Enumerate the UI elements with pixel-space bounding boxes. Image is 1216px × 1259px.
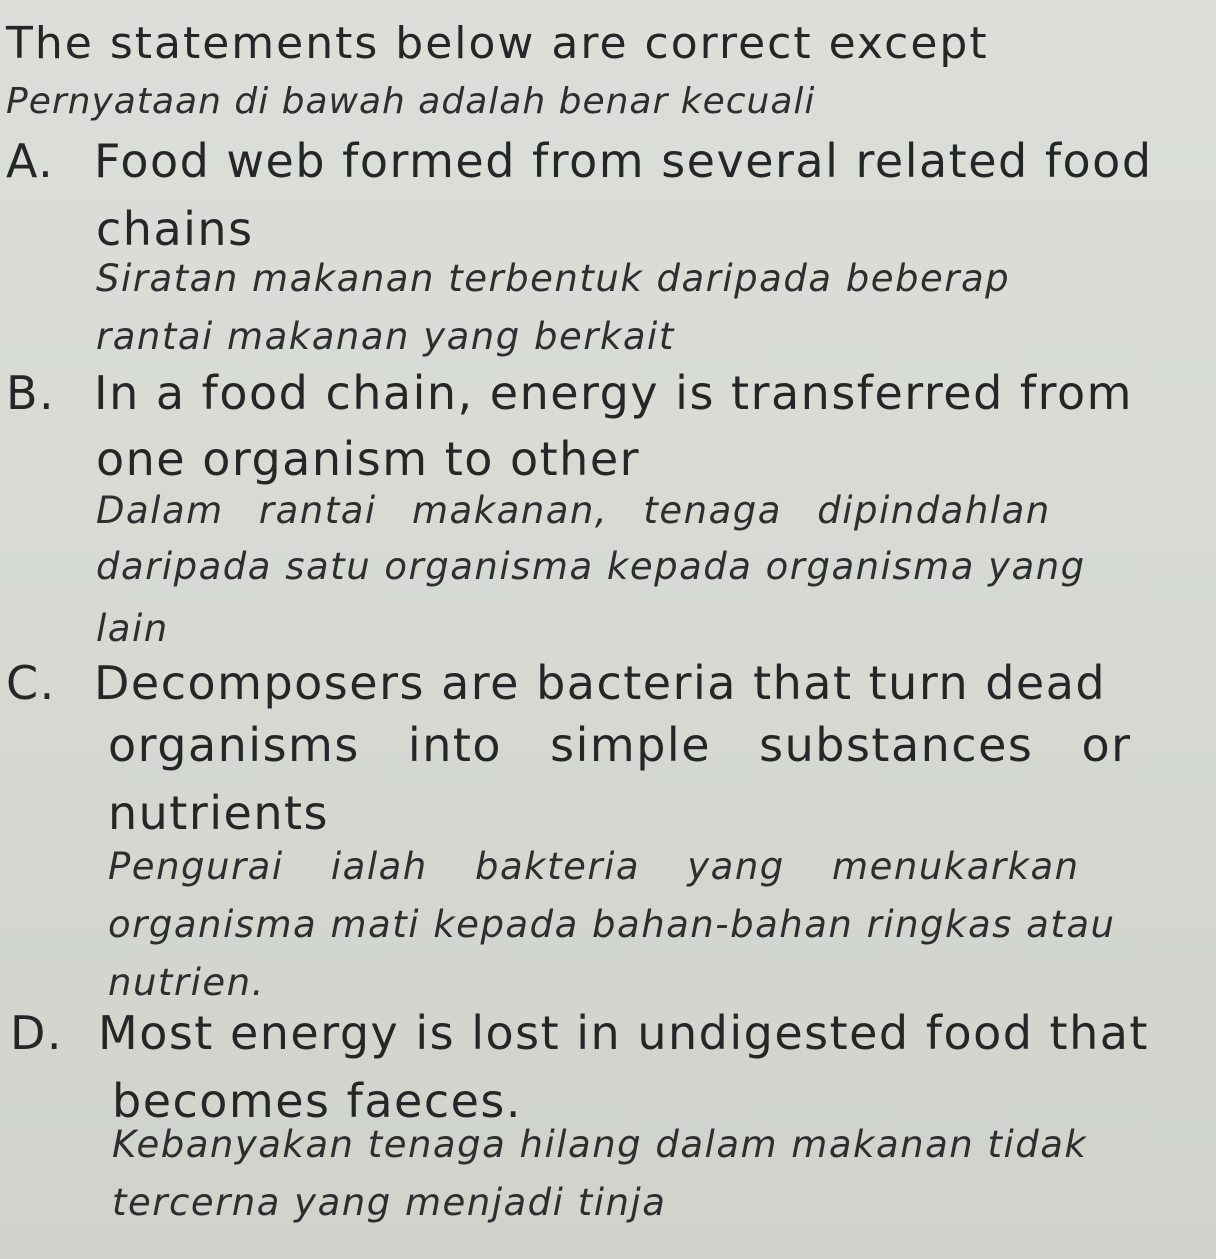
option-a-text-1: Food web formed from several related food bbox=[94, 134, 1153, 188]
option-a-en-line-2: chains bbox=[96, 202, 254, 256]
option-b-ms-line-3: lain bbox=[96, 607, 169, 650]
option-a-label: A. bbox=[6, 134, 55, 188]
option-c-en-line-2: organisms into simple substances or bbox=[108, 718, 1132, 772]
option-c-ms-line-1: Pengurai ialah bakteria yang menukarkan bbox=[108, 845, 1080, 888]
option-c-ms-line-2: organisma mati kepada bahan-bahan ringkas atau bbox=[108, 903, 1116, 946]
option-d-ms-line-2: tercerna yang menjadi tinja bbox=[112, 1181, 667, 1224]
option-d-text-1: Most energy is lost in undigested food that bbox=[98, 1006, 1149, 1060]
option-d-ms-line-1: Kebanyakan tenaga hilang dalam makanan tidak bbox=[112, 1123, 1088, 1166]
question-stem-en: The statements below are correct except bbox=[6, 18, 989, 69]
option-b-ms-line-2: daripada satu organisma kepada organisma yang bbox=[96, 545, 1086, 588]
option-b-en-line-2: one organism to other bbox=[96, 432, 641, 486]
option-c-label: C. bbox=[6, 656, 56, 710]
option-a-ms-line-1: Siratan makanan terbentuk daripada beberap bbox=[96, 257, 1011, 300]
option-c-text-1: Decomposers are bacteria that turn dead bbox=[94, 656, 1107, 710]
option-d-en-line-1 bbox=[10, 1006, 1149, 1060]
option-b-en-line-1 bbox=[6, 366, 1133, 420]
option-c-en-line-3: nutrients bbox=[108, 786, 329, 840]
option-d-en-line-2: becomes faeces. bbox=[112, 1074, 522, 1128]
question-stem-ms: Pernyataan di bawah adalah benar kecuali bbox=[6, 81, 816, 122]
option-a-en-line-1 bbox=[6, 134, 1153, 188]
option-c-ms-line-3: nutrien. bbox=[108, 961, 265, 1004]
option-a-ms-line-2: rantai makanan yang berkait bbox=[96, 315, 675, 358]
option-b-ms-line-1: Dalam rantai makanan, tenaga dipindahlan bbox=[96, 489, 1051, 532]
option-b-text-1: In a food chain, energy is transferred from bbox=[94, 366, 1133, 420]
option-b-label: B. bbox=[6, 366, 56, 420]
option-d-label: D. bbox=[10, 1006, 64, 1060]
option-c-en-line-1 bbox=[6, 656, 1107, 710]
